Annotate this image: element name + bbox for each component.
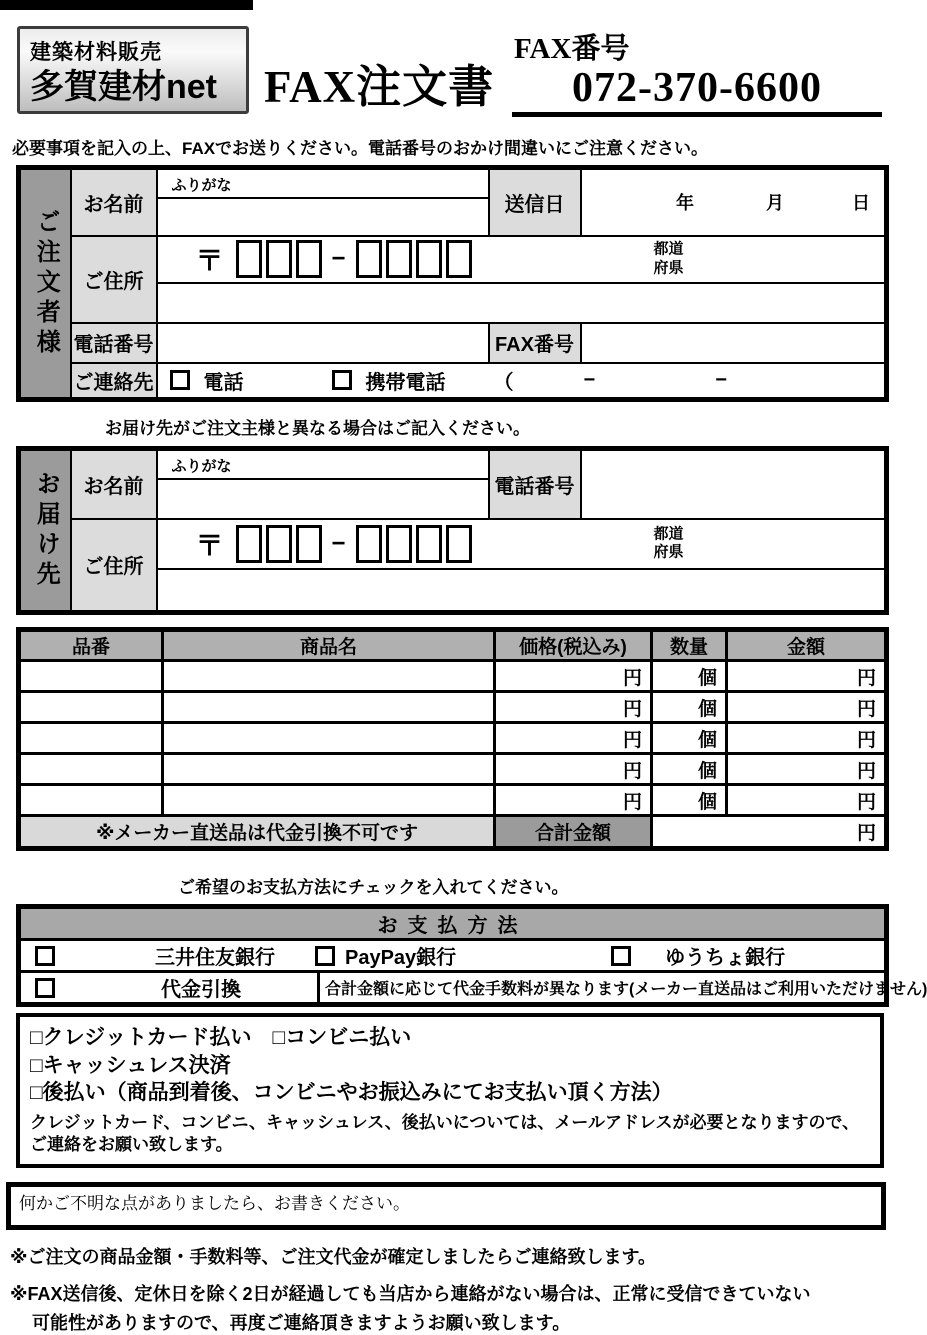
prefecture-label-line1: 都道 xyxy=(653,524,684,542)
bank1-label: 三井住友銀行 xyxy=(155,947,275,969)
unit-yen: 円 xyxy=(622,667,642,689)
amount-cell[interactable] xyxy=(727,785,887,816)
orderer-furigana-cell[interactable] xyxy=(157,168,489,198)
unit-yen: 円 xyxy=(856,760,876,782)
orderer-postal-cell[interactable] xyxy=(157,236,887,283)
delivery-section-label: お届け先 xyxy=(32,470,60,591)
unit-yen: 円 xyxy=(622,729,642,751)
fax-number-label: FAX番号 xyxy=(514,33,630,65)
unit-yen: 円 xyxy=(622,791,642,813)
cod-fee-note: 合計金額に応じて代金手数料が異なります(メーカー直送品はご利用いただけません) xyxy=(319,972,887,1005)
header xyxy=(0,0,900,132)
mobile-dash-2: − xyxy=(715,368,727,391)
quantity-cell[interactable] xyxy=(652,723,727,754)
delivery-section-strip xyxy=(19,449,71,613)
footer-note-fax-line2: 可能性がありますので、再度ご連絡頂きますようお願い致します。 xyxy=(32,1313,571,1334)
bank1-checkbox[interactable] xyxy=(35,946,55,966)
bank2-checkbox[interactable] xyxy=(315,946,335,966)
product-name-cell[interactable] xyxy=(163,754,495,785)
bank2-label: PayPay銀行 xyxy=(345,947,457,969)
quantity-cell[interactable] xyxy=(652,661,727,692)
unit-yen: 円 xyxy=(622,698,642,720)
delivery-name-input-cell[interactable] xyxy=(157,479,489,519)
amount-cell[interactable] xyxy=(727,754,887,785)
product-name-cell[interactable] xyxy=(163,661,495,692)
postal-digit-box[interactable] xyxy=(296,525,322,563)
prefecture-label-line1: 都道 xyxy=(653,240,684,258)
orderer-table xyxy=(16,165,889,402)
delivery-table xyxy=(16,446,889,615)
unit-count: 個 xyxy=(697,667,717,689)
product-row xyxy=(19,661,887,692)
product-name-cell[interactable] xyxy=(163,785,495,816)
postal-digit-box[interactable] xyxy=(416,240,442,278)
postal-dash: − xyxy=(331,245,346,272)
credit-card-option-line[interactable]: □クレジットカード払い □コンビニ払い xyxy=(30,1026,412,1049)
total-amount-label: 合計金額 xyxy=(495,816,652,849)
mobile-dash-1: − xyxy=(583,368,596,391)
postal-digit-box[interactable] xyxy=(356,525,382,563)
delivery-address-input-cell[interactable] xyxy=(157,569,887,613)
unit-count: 個 xyxy=(697,698,717,720)
mobile-checkbox[interactable] xyxy=(332,370,352,390)
orderer-address-input-cell[interactable] xyxy=(157,283,887,323)
product-row xyxy=(19,723,887,754)
item-number-cell[interactable] xyxy=(19,661,163,692)
product-row xyxy=(19,754,887,785)
postal-digit-box[interactable] xyxy=(446,525,472,563)
unit-count: 個 xyxy=(697,729,717,751)
postal-digit-box[interactable] xyxy=(386,240,412,278)
item-number-cell[interactable] xyxy=(19,754,163,785)
deferred-payment-option-line[interactable]: □後払い（商品到着後、コンビニやお振込みにてお支払い頂く方法） xyxy=(30,1080,673,1105)
orderer-address-label: ご住所 xyxy=(71,236,157,323)
bank3-checkbox[interactable] xyxy=(611,946,631,966)
col-header-item-number: 品番 xyxy=(19,630,163,661)
contact-method-label: ご連絡先 xyxy=(71,363,157,400)
orderer-phone-label: 電話番号 xyxy=(71,323,157,363)
postal-mark: 〒 xyxy=(195,245,224,276)
col-header-quantity: 数量 xyxy=(652,630,727,661)
email-required-note-line2: ご連絡をお願い致します。 xyxy=(30,1135,233,1155)
postal-digit-box[interactable] xyxy=(236,525,262,563)
price-cell[interactable] xyxy=(495,723,652,754)
orderer-section-label: ご注文者様 xyxy=(32,208,60,359)
col-header-product-name: 商品名 xyxy=(163,630,495,661)
send-date-cell[interactable] xyxy=(581,168,887,236)
unit-yen: 円 xyxy=(856,698,876,720)
cod-option-cell xyxy=(19,972,319,1005)
phone-checkbox[interactable] xyxy=(170,370,190,390)
month-label: 月 xyxy=(766,193,784,214)
amount-cell[interactable] xyxy=(727,723,887,754)
delivery-address-label: ご住所 xyxy=(71,519,157,613)
payment-caption: ご希望のお支払方法にチェックを入れてください。 xyxy=(178,878,569,897)
price-cell[interactable] xyxy=(495,692,652,723)
day-label: 日 xyxy=(852,193,870,214)
cashless-option-line[interactable]: □キャッシュレス決済 xyxy=(30,1053,231,1077)
postal-digit-box[interactable] xyxy=(296,240,322,278)
quantity-cell[interactable] xyxy=(652,785,727,816)
cod-label: 代金引換 xyxy=(161,979,241,1001)
postal-dash: − xyxy=(331,529,346,557)
logo-store-name: 多賀建材net xyxy=(30,68,217,106)
furigana-label: ふりがな xyxy=(171,177,232,195)
price-cell[interactable] xyxy=(495,785,652,816)
products-table xyxy=(16,627,889,851)
contact-phone-label: 電話 xyxy=(203,371,244,394)
other-payment-box xyxy=(16,1013,884,1168)
mobile-paren: （ xyxy=(493,371,514,394)
orderer-phone-input-cell[interactable] xyxy=(157,323,489,363)
product-name-cell[interactable] xyxy=(163,692,495,723)
col-header-price: 価格(税込み) xyxy=(495,630,652,661)
postal-digit-box[interactable] xyxy=(266,240,292,278)
orderer-section-strip xyxy=(19,168,71,400)
email-required-note-line1: クレジットカード、コンビニ、キャッシュレス、後払いについては、メールアドレスが必要となりますので、 xyxy=(30,1113,860,1133)
store-logo xyxy=(17,26,249,114)
logo-business-type: 建築材料販売 xyxy=(30,41,162,64)
contact-method-cell xyxy=(157,363,887,400)
payment-method-header: お支払方法 xyxy=(19,907,887,940)
prefecture-label xyxy=(654,240,684,278)
postal-digit-box[interactable] xyxy=(236,240,262,278)
product-row xyxy=(19,692,887,723)
postal-digit-box[interactable] xyxy=(446,240,472,278)
col-header-amount: 金額 xyxy=(727,630,887,661)
unit-count: 個 xyxy=(697,791,717,813)
prefecture-label-line2: 府県 xyxy=(653,259,684,276)
direct-shipping-note: ※メーカー直送品は代金引換不可です xyxy=(19,816,495,849)
postal-digit-box[interactable] xyxy=(266,525,292,563)
postal-digit-box[interactable] xyxy=(356,240,382,278)
unit-yen: 円 xyxy=(856,823,876,844)
unit-yen: 円 xyxy=(856,729,876,751)
item-number-cell[interactable] xyxy=(19,785,163,816)
price-cell[interactable] xyxy=(495,754,652,785)
unit-yen: 円 xyxy=(856,791,876,813)
inquiry-prompt: 何かご不明な点がありましたら、お書きください。 xyxy=(19,1194,410,1214)
unit-yen: 円 xyxy=(622,760,642,782)
price-cell[interactable] xyxy=(495,661,652,692)
orderer-fax-input-cell[interactable] xyxy=(581,323,887,363)
quantity-cell[interactable] xyxy=(652,692,727,723)
bank-options-row xyxy=(19,940,887,972)
amount-cell[interactable] xyxy=(727,661,887,692)
prefecture-label xyxy=(654,525,684,563)
furigana-label: ふりがな xyxy=(171,458,232,476)
fax-number-value: 072-370-6600 xyxy=(512,67,882,117)
delivery-caption: お届け先がご注文主様と異なる場合はご記入ください。 xyxy=(105,419,530,438)
quantity-cell[interactable] xyxy=(652,754,727,785)
prefecture-label-line2: 府県 xyxy=(653,543,684,561)
total-amount-cell[interactable] xyxy=(652,816,887,849)
unit-yen: 円 xyxy=(856,667,876,689)
postal-mark: 〒 xyxy=(195,529,224,561)
unit-count: 個 xyxy=(697,760,717,782)
inquiry-box[interactable] xyxy=(6,1182,886,1230)
cod-checkbox[interactable] xyxy=(35,978,55,998)
fax-number-block xyxy=(512,26,882,117)
form-instruction: 必要事項を記入の上、FAXでお送りください。電話番号のおかけ間違いにご注意ください。 xyxy=(12,139,709,158)
send-date-label: 送信日 xyxy=(489,168,581,236)
delivery-phone-label: 電話番号 xyxy=(489,449,581,519)
postal-digit-box[interactable] xyxy=(386,525,412,563)
item-number-cell[interactable] xyxy=(19,723,163,754)
contact-mobile-label: 携帯電話 xyxy=(365,371,446,394)
orderer-fax-label: FAX番号 xyxy=(489,323,581,363)
page-title: FAX注文書 xyxy=(264,62,495,112)
product-row xyxy=(19,785,887,816)
year-label: 年 xyxy=(676,193,694,214)
delivery-postal-cell[interactable] xyxy=(157,519,887,569)
delivery-name-label: お名前 xyxy=(71,449,157,519)
delivery-furigana-cell[interactable] xyxy=(157,449,489,479)
payment-table xyxy=(16,904,927,1007)
item-number-cell[interactable] xyxy=(19,692,163,723)
product-name-cell[interactable] xyxy=(163,723,495,754)
delivery-phone-input-cell[interactable] xyxy=(581,449,887,519)
bank3-label: ゆうちょ銀行 xyxy=(665,947,786,969)
footer-note-price: ※ご注文の商品金額・手数料等、ご注文代金が確定しましたらご連絡致します。 xyxy=(10,1247,657,1268)
orderer-name-label: お名前 xyxy=(71,168,157,236)
footer-note-fax-line1: ※FAX送信後、定休日を除く2日が経過しても当店から連絡がない場合は、正常に受信できていない xyxy=(10,1284,811,1305)
orderer-name-input-cell[interactable] xyxy=(157,198,489,236)
postal-digit-box[interactable] xyxy=(416,525,442,563)
amount-cell[interactable] xyxy=(727,692,887,723)
